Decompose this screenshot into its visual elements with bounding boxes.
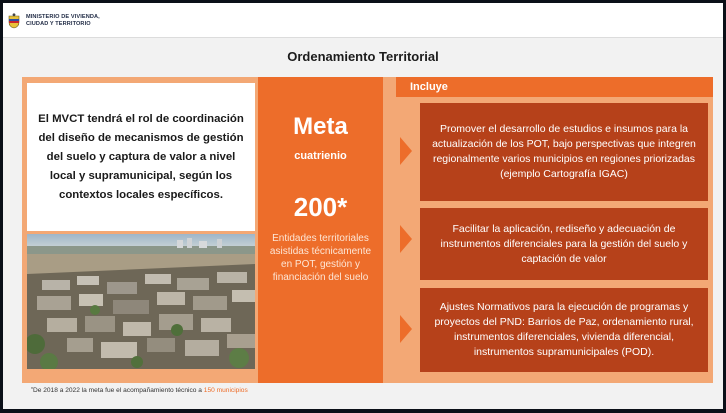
arrow-right-icon <box>400 225 412 253</box>
arrow-right-icon <box>400 315 412 343</box>
include-item-2 <box>420 208 708 280</box>
meta-subtitle: cuatrienio <box>294 150 347 162</box>
logo-line-2: CIUDAD Y TERRITORIO <box>26 20 91 27</box>
role-statement: El MVCT tendrá el rol de coordinación del diseño de mecanismos de gestión del suelo y captura de valor a nivel local y supramunicipal, según los contextos locales específicos. <box>38 112 244 201</box>
meta-column <box>258 77 383 383</box>
meta-number: 200* <box>293 192 348 222</box>
logo-text <box>26 14 100 28</box>
include-item-1 <box>420 103 708 201</box>
ministry-logo <box>7 7 149 34</box>
footnote-text: De 2018 a 2022 la meta fue el acompañamiento técnico a <box>32 387 204 394</box>
arrow-right-icon <box>400 137 412 165</box>
include-item-text: Facilitar la aplicación, rediseño y adecuación de instrumentos diferenciales para la gestión del suelo y captación de valor <box>440 222 688 265</box>
footnote <box>31 387 248 394</box>
meta-title: Meta <box>293 113 348 140</box>
include-item-3 <box>420 288 708 372</box>
incluye-label: Incluye <box>410 81 448 93</box>
role-statement-box <box>27 83 255 231</box>
include-item-text: Ajustes Normativos para la ejecución de programas y proyectos del PND: Barrios de Paz, ordenamiento rural, instrumentos diferenciales, vivienda diferencial, instrumentos supramunicipales (POD). <box>434 301 694 358</box>
top-bar <box>3 3 723 38</box>
incluye-header <box>396 77 713 97</box>
meta-description: Entidades territoriales asistidas técnicamente en POT, gestión y financiación del suelo <box>269 233 372 283</box>
include-item-text: Promover el desarrollo de estudios e insumos para la actualización de los POT, bajo perspectivas que integren regionalmente varios municipios en regiones priorizadas (ejemplo Cartografía IGAC) <box>432 123 696 180</box>
aerial-neighborhood-photo <box>27 234 255 369</box>
footnote-highlight: 150 municipios <box>203 387 248 394</box>
presentation-slide <box>3 3 723 409</box>
slide-title: Ordenamiento Territorial <box>287 49 439 64</box>
footnote-mark: * <box>31 387 33 393</box>
coat-of-arms-icon <box>7 13 21 29</box>
logo-line-1: MINISTERIO DE VIVIENDA, <box>26 13 100 20</box>
